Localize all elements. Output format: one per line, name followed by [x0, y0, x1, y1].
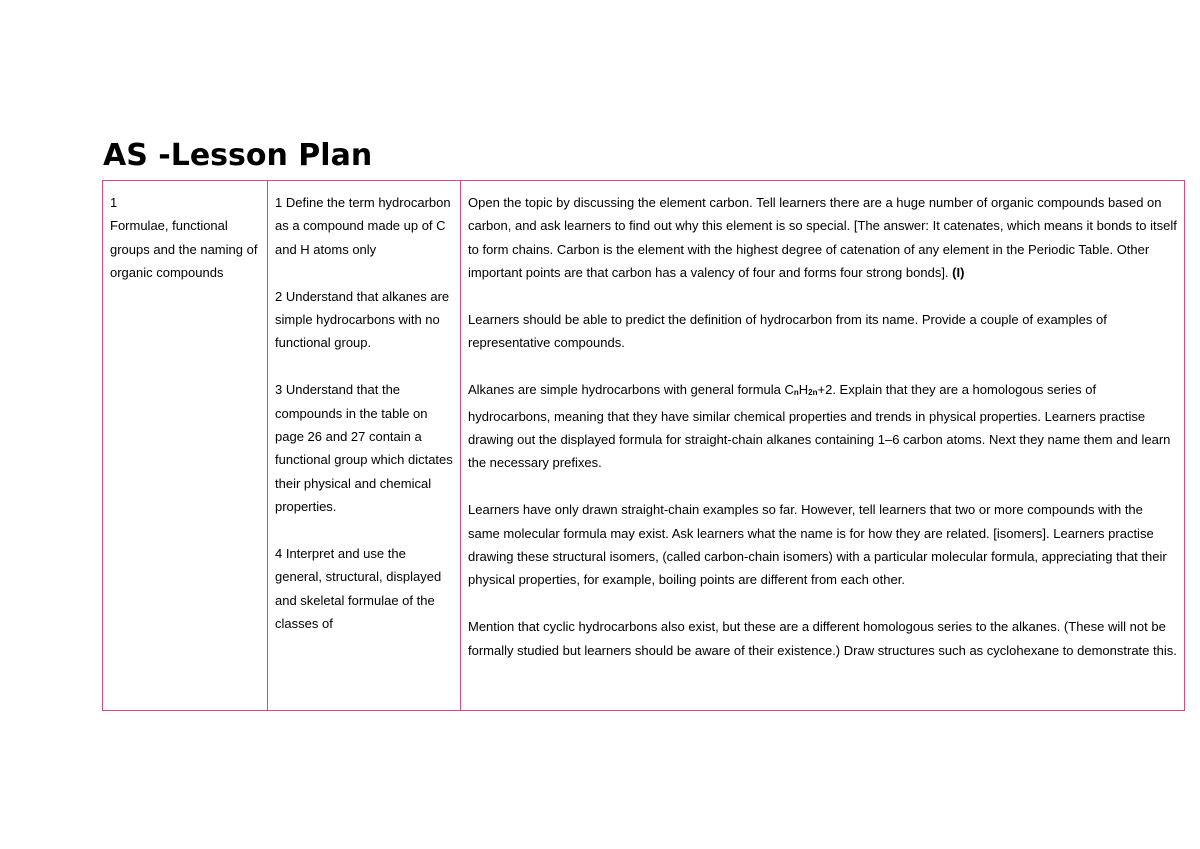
formula-subscript-2n: 2n — [808, 388, 818, 398]
learning-objectives-cell — [268, 181, 461, 711]
activity-paragraph-4: Learners have only drawn straight-chain examples so far. However, tell learners that two or more compounds with the same molecular formula may exist. Ask learners what the name is for how they are related. [isomers]. Learners practise drawing these structural isomers, (called carbon-chain isomers) with a particular molecular formula, appreciating that their physical properties, for example, boiling points are different from each other. — [468, 502, 1167, 588]
activity-paragraph-1 — [468, 191, 1178, 285]
interaction-tag: (I) — [952, 265, 965, 281]
unit-number: 1 — [110, 195, 118, 210]
topic-cell — [103, 181, 268, 711]
objective-3: 3 Understand that the compounds in the table on page 26 and 27 contain a functional group which dictates their physical and chemical properties. — [275, 382, 453, 515]
activities-cell — [461, 181, 1185, 711]
objective-2: 2 Understand that alkanes are simple hydrocarbons with no functional group. — [275, 288, 450, 351]
activity-paragraph-5: Mention that cyclic hydrocarbons also exist, but these are a different homologous series to the alkanes. (These will not be formally studied but learners should be aware of their existence.) Draw structures such as cyclohexane to demonstrate this. — [468, 619, 1177, 658]
page-title: AS -Lesson Plan — [103, 138, 373, 173]
activity-paragraph-1-text: Open the topic by discussing the element carbon. Tell learners there are a huge number of organic compounds based on carbon, and ask learners to find out why this element is so special. [The answer: It catenates, which means it bonds to itself to form chains. Carbon is the element with the highest degree of catenation of any element in the Periodic Table. Other important points are that carbon has a valency of four and forms four strong bonds]. — [468, 195, 1177, 281]
formula-hydrogen: H — [798, 382, 809, 398]
formula-subscript-n: n — [793, 388, 799, 398]
unit-title: Formulae, functional groups and the naming of organic compounds — [110, 218, 258, 281]
table-row — [103, 181, 1185, 711]
objective-1: 1 Define the term hydrocarbon as a compound made up of C and H atoms only — [275, 195, 451, 257]
objective-4: 4 Interpret and use the general, structural, displayed and skeletal formulae of the classes of — [275, 546, 442, 632]
lesson-plan-table — [102, 180, 1185, 711]
activity-paragraph-3 — [468, 378, 1178, 475]
general-formula-suffix: +2. Explain that they are a homologous series of hydrocarbons, meaning that they have similar chemical properties and trends in physical properties. Learners practise drawing out the displayed formula for straight-chain alkanes containing 1–6 carbon atoms. Next they name them and learn the necessary prefixes. — [468, 382, 1171, 471]
activity-paragraph-2: Learners should be able to predict the definition of hydrocarbon from its name. Provide a couple of examples of representative compounds. — [468, 312, 1107, 351]
general-formula-prefix: Alkanes are simple hydrocarbons with general formula C — [468, 382, 794, 398]
